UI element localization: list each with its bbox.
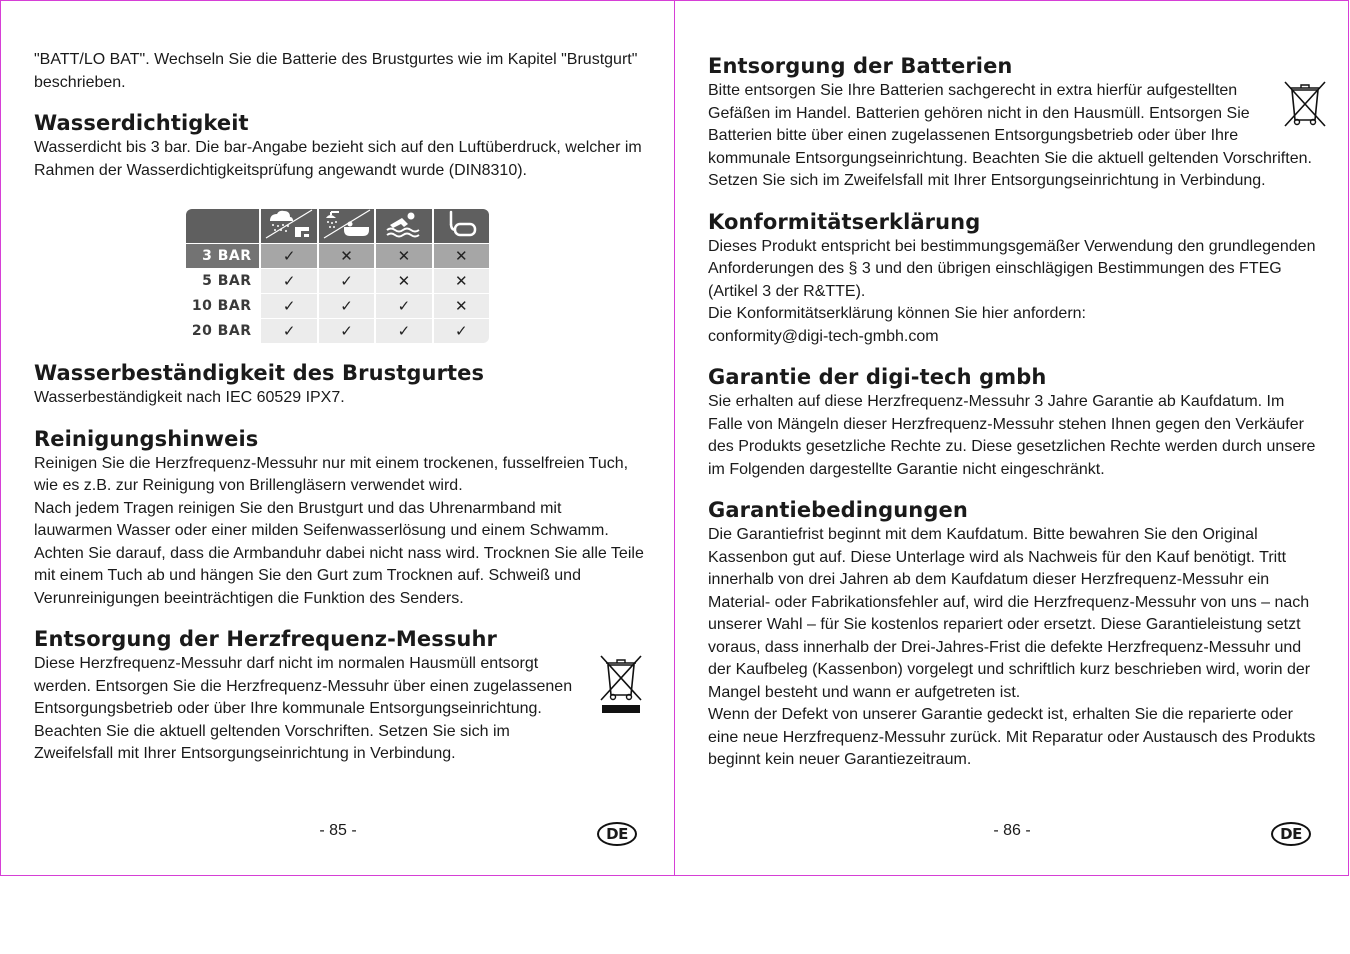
row-label: 20 BAR <box>191 323 252 339</box>
table-cell: ✓ <box>261 269 316 293</box>
belt-text: Wasserbeständigkeit nach IEC 60529 IPX7. <box>34 389 345 406</box>
swim-icon <box>384 209 424 239</box>
table-cell: ✕ <box>434 244 489 268</box>
crossed-bin-icon <box>598 653 644 715</box>
water-title: Wasserdichtigkeit <box>34 111 249 135</box>
table-cell: ✕ <box>376 269 431 293</box>
table-cell: ✓ <box>261 244 316 268</box>
table-header-blank <box>186 209 259 243</box>
table-header-row <box>186 209 489 243</box>
snorkel-icon <box>441 209 481 239</box>
row-label: 3 BAR <box>186 244 259 268</box>
table-header-rain <box>261 209 316 243</box>
language-badge: DE <box>1271 822 1311 846</box>
warranty-text: Sie erhalten auf diese Herzfrequenz-Messuhr 3 Jahre Garantie ab Kaufdatum. Im Falle von Mängeln dieser Herzfrequenz-Messuhr stehen Ihnen gegen den Verkäufer des Produkts gesetzliche Rechte zu. Diese gesetzlichen Rechte werden durch unsere im Folgenden dargestellte Garantie nicht eingeschränkt. <box>708 393 1316 478</box>
water-resistance-table <box>184 208 491 344</box>
table-header-snorkel <box>434 209 489 243</box>
warranty-title: Garantie der digi-tech gmbh <box>708 365 1047 389</box>
table-row <box>186 319 489 343</box>
row-label: 10 BAR <box>191 298 252 314</box>
table-header-swim <box>376 209 431 243</box>
rain-icon <box>264 209 314 239</box>
table-row <box>186 244 489 268</box>
disposal-block <box>34 653 644 766</box>
belt-title: Wasserbeständigkeit des Brustgurtes <box>34 361 485 385</box>
conditions-text-1: Die Garantiefrist beginnt mit dem Kaufdatum. Bitte bewahren Sie den Original Kassenbon gut auf. Diese Unterlage wird als Nachweis für den Kauf benötigt. Tritt innerhalb von drei Jahren ab dem Kaufdatum dieser Herzfrequenz-Messuhr ein Material- oder Fabrikationsfehler auf, wird die Herzfrequenz-Messuhr von uns – nach unserer Wahl – für Sie kostenlos repariert oder ersetzt. Diese Garantieleistung setzt voraus, dass innerhalb der Drei-Jahres-Frist die defekte Herzfrequenz-Messuhr und der Kaufbeleg (Kassenbon) vorgelegt und schriftlich kurz beschrieben wird, worin der Mangel besteht und wann er aufgetreten ist. <box>708 526 1311 701</box>
clean-title: Reinigungshinweis <box>34 426 259 451</box>
page-number: - 86 - <box>993 822 1031 839</box>
battery-title: Entsorgung der Batterien <box>708 54 1013 78</box>
table-cell: ✓ <box>376 294 431 318</box>
water-text: Wasserdicht bis 3 bar. Die bar-Angabe bezieht sich auf den Luftüberdruck, welcher im Rahmen der Wasserdichtigkeitsprüfung angewandt wurde (DIN8310). <box>34 139 642 179</box>
page-left <box>0 0 675 876</box>
clean-text-2: Nach jedem Tragen reinigen Sie den Brustgurt und das Uhrenarmband mit lauwarmen Wasser oder einer milden Seifenwasserlösung und einem Schwamm. Achten Sie darauf, dass die Armbanduhr dabei nicht nass wird. Trocknen Sie alle Teile mit einem Tuch ab und hängen Sie den Gurt zum Trocknen auf. Schweiß und Verunreinigungen beeinträchtigen die Funktion des Senders. <box>34 499 644 607</box>
table-cell: ✓ <box>376 319 431 343</box>
table-cell: ✓ <box>319 269 374 293</box>
clean-text-1: Reinigen Sie die Herzfrequenz-Messuhr nur mit einem trockenen, fusselfreien Tuch, wie es z.B. zur Reinigung von Brillengläsern verwendet wird. <box>34 454 629 494</box>
table-cell: ✕ <box>434 294 489 318</box>
disposal-title: Entsorgung der Herzfrequenz-Messuhr <box>34 627 497 651</box>
conform-text-2: Die Konformitätserklärung können Sie hier anfordern: <box>708 305 1086 322</box>
battery-block <box>708 80 1318 193</box>
table-cell: ✓ <box>319 294 374 318</box>
shower-icon <box>322 209 372 239</box>
conform-title: Konformitätserklärung <box>708 209 981 234</box>
language-badge: DE <box>597 822 637 846</box>
conditions-title: Garantiebedingungen <box>708 498 968 522</box>
left-column <box>34 49 644 766</box>
page-number: - 85 - <box>319 822 357 839</box>
table-cell: ✓ <box>261 319 316 343</box>
table-cell: ✓ <box>319 319 374 343</box>
table-cell: ✓ <box>261 294 316 318</box>
table-row <box>186 294 489 318</box>
page-right <box>674 0 1349 876</box>
disposal-text: Diese Herzfrequenz-Messuhr darf nicht im normalen Hausmüll entsorgt werden. Entsorgen Sie die Herzfrequenz-Messuhr über einen zugelassenen Entsorgungsbetrieb oder über Ihre kommunale Entsorgungseinrichtung. Beachten Sie die aktuell geltenden Vorschriften. Setzen Sie sich im Zweifelsfall mit Ihrer Entsorgungseinrichtung in Verbindung. <box>34 655 573 762</box>
right-column <box>708 52 1318 772</box>
table-row <box>186 269 489 293</box>
crossed-bin-icon <box>1282 80 1328 128</box>
table-cell: ✕ <box>376 244 431 268</box>
table-cell: ✕ <box>434 269 489 293</box>
table-header-shower <box>319 209 374 243</box>
conform-text-1: Dieses Produkt entspricht bei bestimmungsgemäßer Verwendung den grundlegenden Anforderungen des § 3 und den übrigen einschlägigen Bestimmungen des FTEG (Artikel 3 der R&TTE). <box>708 237 1316 300</box>
battery-text: Bitte entsorgen Sie Ihre Batterien sachgerecht in extra hierfür aufgestellten Gefäßen im Handel. Batterien gehören nicht in den Hausmüll. Entsorgen Sie Batterien bitte über einen zugelassenen Entsorgungsbetrieb oder über Ihre kommunale Entsorgungseinrichtung. Beachten Sie die aktuell geltenden Vorschriften. Setzen Sie sich im Zweifelsfall mit Ihrer Entsorgungseinrichtung in Verbindung. <box>708 82 1312 189</box>
table-cell: ✕ <box>319 244 374 268</box>
intro-text: "BATT/LO BAT". Wechseln Sie die Batterie des Brustgurtes wie im Kapitel "Brustgurt" beschrieben. <box>34 51 638 91</box>
conditions-text-2: Wenn der Defekt von unserer Garantie gedeckt ist, erhalten Sie die reparierte oder eine neue Herzfrequenz-Messuhr zurück. Mit Reparatur oder Austausch des Produkts beginnt kein neuer Garantiezeitraum. <box>708 706 1316 768</box>
table-cell: ✓ <box>434 319 489 343</box>
conform-email: conformity@digi-tech-gmbh.com <box>708 327 939 345</box>
row-label: 5 BAR <box>202 273 252 289</box>
